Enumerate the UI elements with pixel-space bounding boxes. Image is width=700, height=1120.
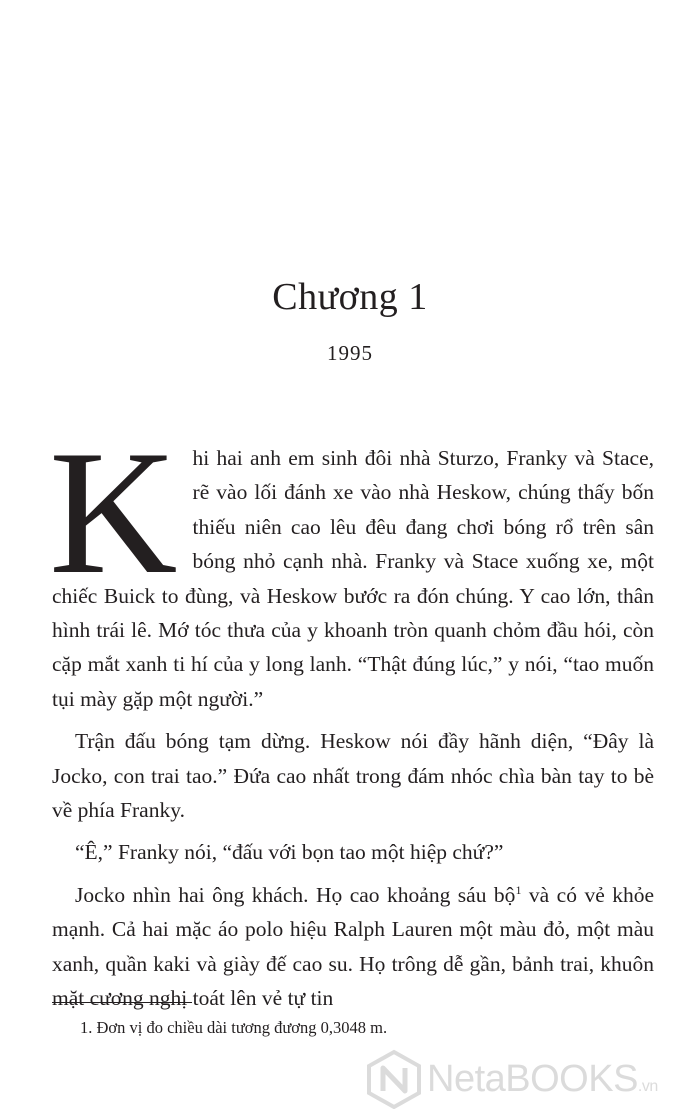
chapter-year: 1995 [327, 341, 373, 365]
paragraph-2: Trận đấu bóng tạm dừng. Heskow nói đầy hãnh diện, “Đây là Jocko, con trai tao.” Đứa cao nhất trong đám nhóc chìa bàn tay to bè về phía Franky. [52, 729, 654, 823]
paragraph-1 [49, 413, 654, 716]
watermark-suffix: .vn [637, 1078, 658, 1095]
watermark-brand-text: NetaBOOKS [427, 1058, 638, 1100]
paragraph-3: “Ê,” Franky nói, “đấu với bọn tao một hiệp chứ?” [75, 840, 504, 865]
watermark-brand [427, 1055, 658, 1111]
paragraph-4 [52, 878, 654, 1016]
footnote-divider [52, 1002, 192, 1003]
chapter-body [49, 413, 654, 1016]
paragraph-4-text-b: và có vẻ khỏe mạnh. Cả hai mặc áo polo hiệu Ralph Lauren một màu đỏ, một màu xanh, quần kaki và giày đế cao su. Họ trông dễ gần, bảnh trai, khuôn mặt cương nghị toát lên vẻ tự tin [52, 882, 654, 1011]
footnote-ref[interactable]: 1 [515, 882, 522, 897]
chapter-title: Chương 1 [272, 276, 428, 318]
paragraph-4-text-a: Jocko nhìn hai ông khách. Họ cao khoảng sáu bộ [75, 882, 516, 907]
paragraph-1-text: hi hai anh em sinh đôi nhà Sturzo, Franky và Stace, rẽ vào lối đánh xe vào nhà Heskow, chúng thấy bốn thiếu niên cao lêu đêu đang chơi bóng rổ trên sân bóng nhỏ cạnh nhà. Franky và Stace xuống xe, một chiếc Buick to đùng, và Heskow bước ra đón chúng. Y cao lớn, thân hình trái lê. Mớ tóc thưa của y khoanh tròn quanh chỏm đầu hói, còn cặp mắt xanh ti hí của y long lanh. “Thật đúng lúc,” y nói, “tao muốn tụi mày gặp một người.” [52, 446, 654, 711]
netabooks-logo-icon [365, 1049, 423, 1109]
watermark [365, 1049, 695, 1109]
footnote: 1. Đơn vị đo chiều dài tương đương 0,3048 m. [80, 1018, 388, 1037]
drop-cap: K [49, 413, 178, 611]
